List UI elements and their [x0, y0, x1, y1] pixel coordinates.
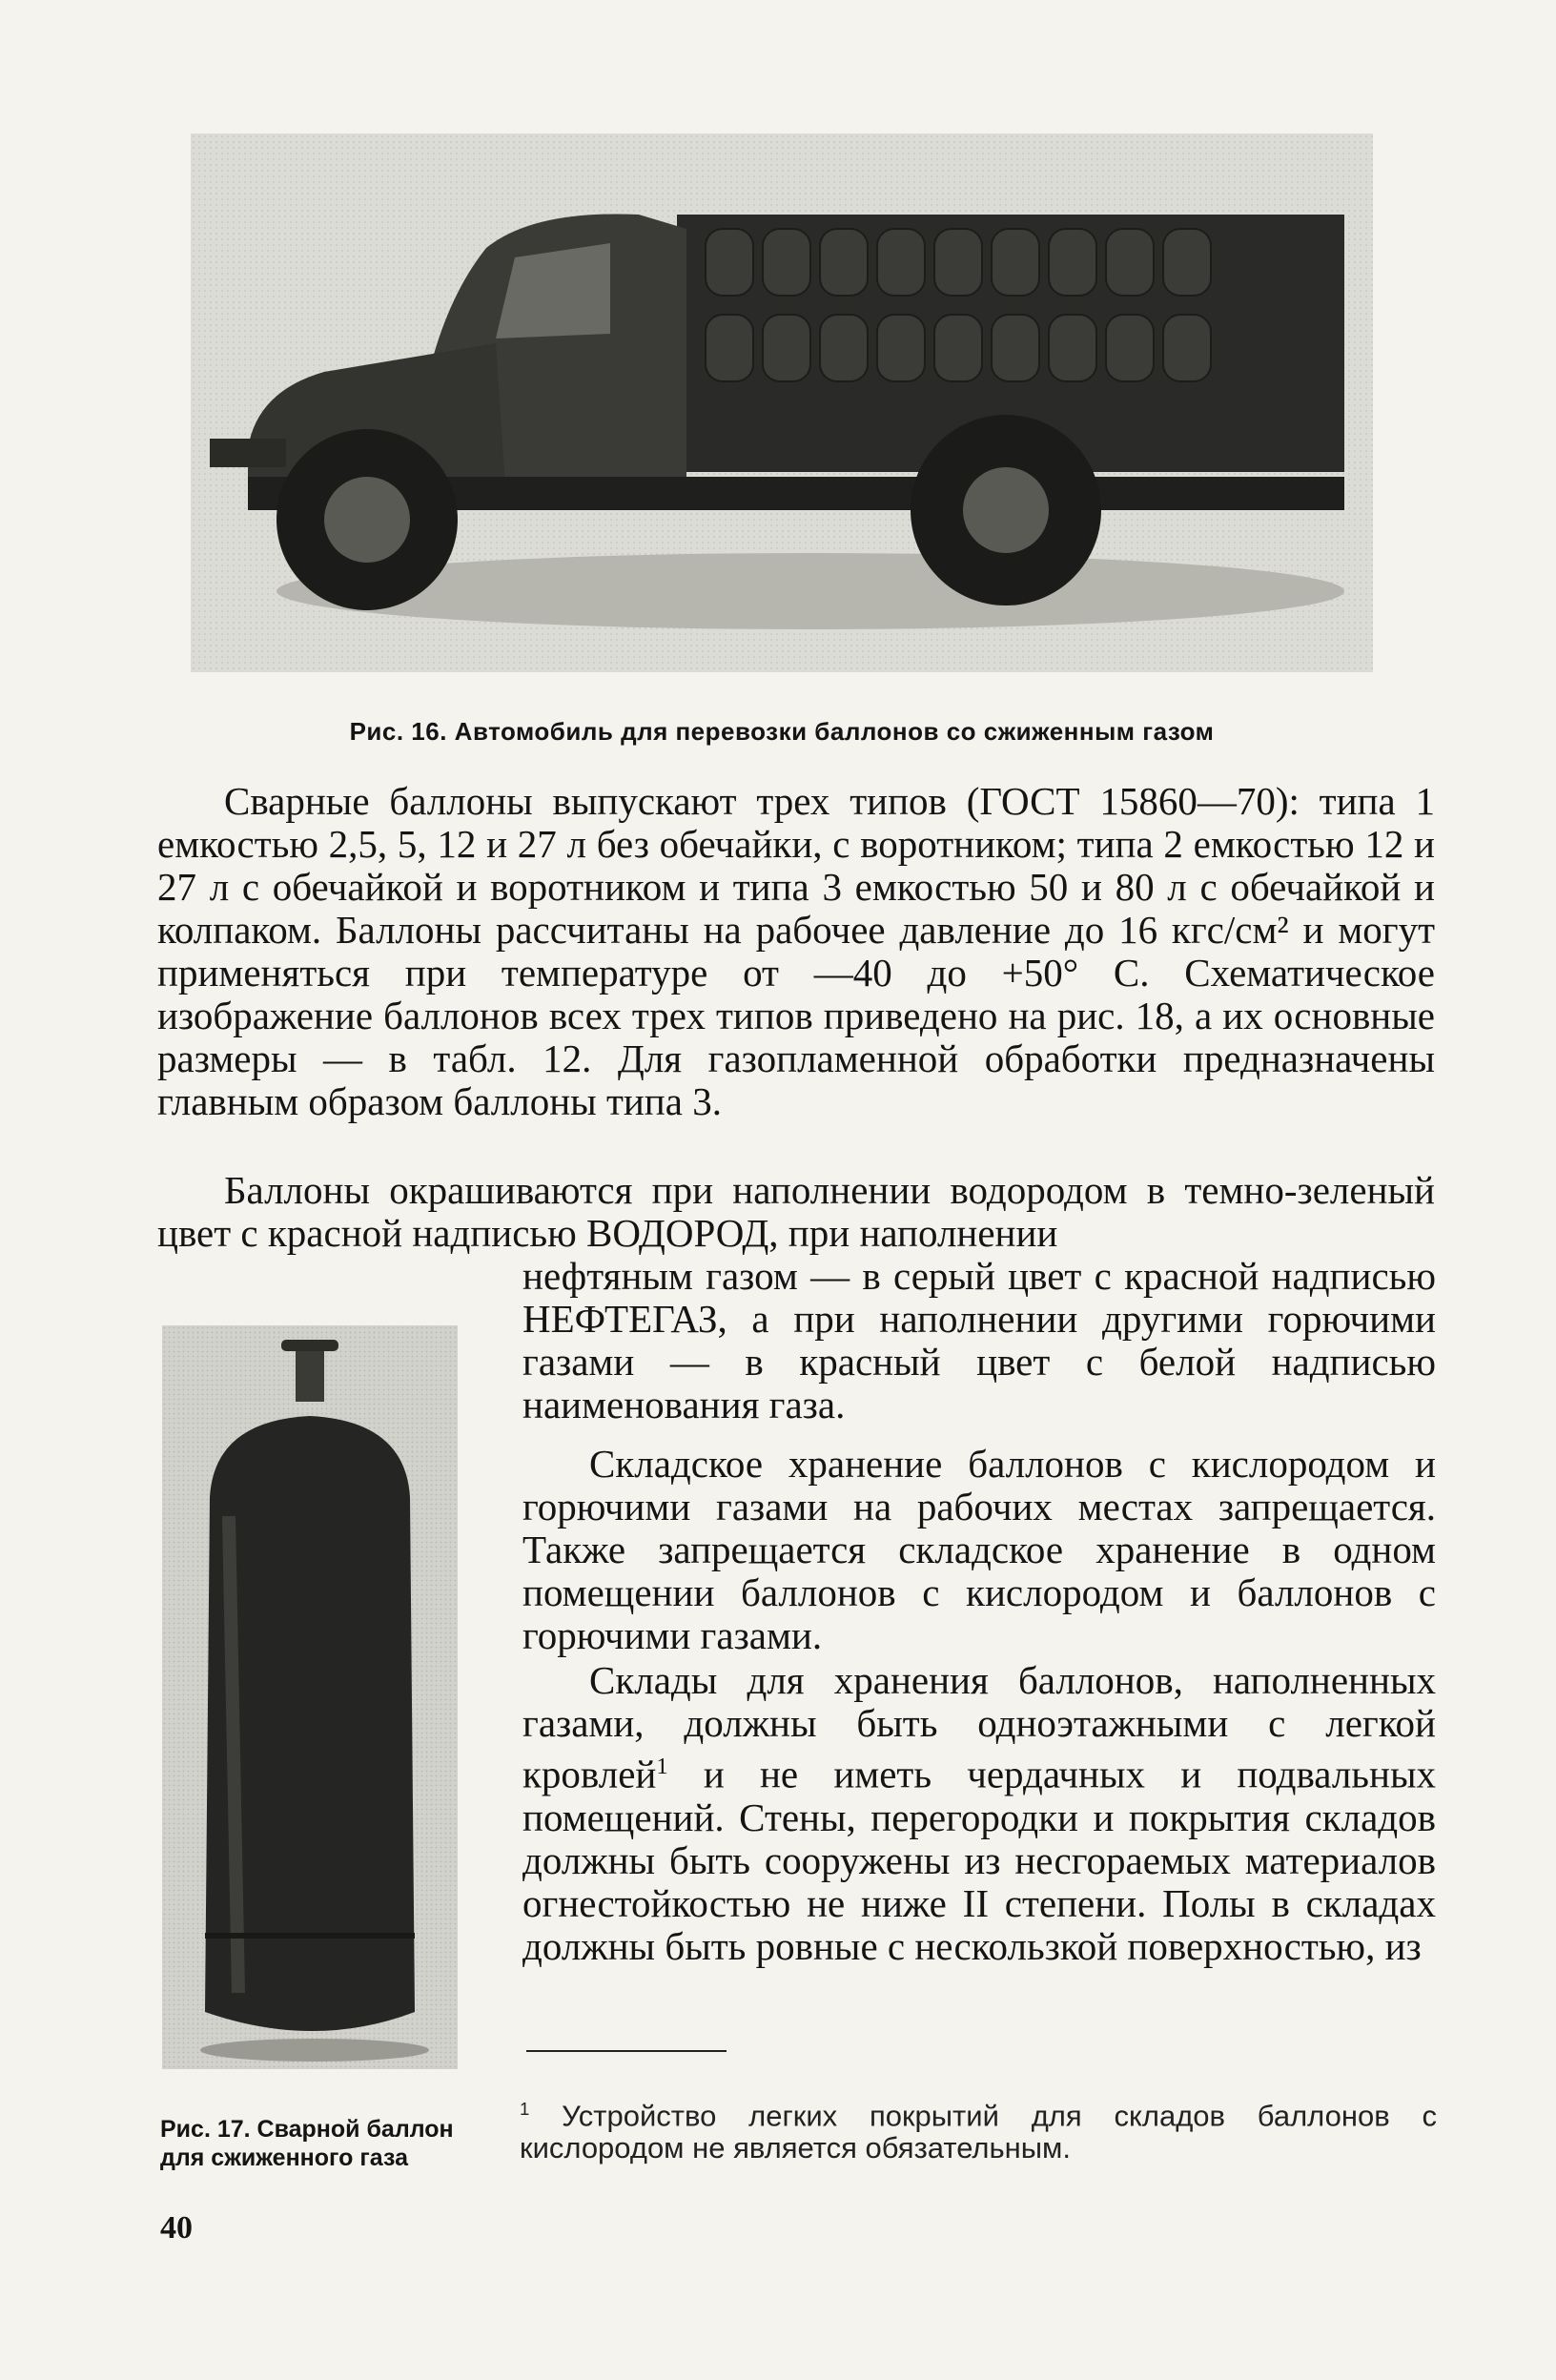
paragraph-cylinder-colors-continued-wrap	[522, 1255, 1436, 1426]
page-number: 40	[160, 2210, 193, 2246]
paragraph-storage-rules: Складское хранение баллонов с кислородом и горючими газами на рабочих местах запрещается. Также запрещается складское хранение в одном помещении баллонов с кислородом и баллонов с горючими газами.	[522, 1442, 1436, 1657]
footnote-ref-marker: 1	[656, 1754, 668, 1779]
paragraph-cylinder-colors: Баллоны окрашиваются при наполнении водородом в темно-зеленый цвет с красной надписью ВОДОРОД, при наполнении	[157, 1168, 1435, 1255]
figure-16-caption: Рис. 16. Автомобиль для перевозки баллонов со сжиженным газом	[349, 717, 1215, 746]
figure-17-caption-line2: для сжиженного газа	[160, 2144, 408, 2171]
gas-cylinder-photo	[162, 1325, 458, 2069]
footnote	[520, 2093, 1437, 2165]
footnote-marker: 1	[520, 2099, 530, 2119]
figure-17-caption	[160, 2115, 513, 2172]
truck-photo	[191, 133, 1373, 672]
footnote-divider	[526, 2050, 727, 2052]
figure-17-caption-line1: Рис. 17. Сварной баллон	[160, 2116, 454, 2143]
warehouse-text-start: Склады для хранения баллонов, наполненных газами, должны быть одноэтажными с легкой кровлей	[522, 1658, 1436, 1796]
paragraph-cylinder-colors-continued: нефтяным газом — в серый цвет с красной надписью НЕФТЕГАЗ, а при наполнении другими горючими газами — в красный цвет с белой надписью наименования газа.	[522, 1254, 1436, 1426]
paragraph-warehouse-requirements	[522, 1659, 1436, 1968]
paragraph-cylinder-types: Сварные баллоны выпускают трех типов (ГОСТ 15860—70): типа 1 емкостью 2,5, 5, 12 и 27 л без обечайки, с воротником; типа 2 емкостью 12 и 27 л с обечайкой и воротником и типа 3 емкостью 50 и 80 л с обечайкой и колпаком. Баллоны рассчитаны на рабочее давление до 16 кгс/см² и могут применяться при температуре от —40 до +50° С. Схематическое изображение баллонов всех трех типов приведено на рис. 18, а их основные размеры — в табл. 12. Для газопламенной обработки предназначены главным образом баллоны типа 3.	[157, 779, 1435, 1123]
warehouse-text-end: и не иметь чердачных и подвальных помещений. Стены, перегородки и покрытия складов должны быть сооружены из несгораемых материалов огнестойкостью не ниже II степени. Полы в складах должны быть ровные с нескользкой поверхностью, из	[522, 1752, 1436, 1968]
footnote-text: Устройство легких покрытий для складов баллонов с кислородом не является обязательным.	[520, 2099, 1437, 2165]
